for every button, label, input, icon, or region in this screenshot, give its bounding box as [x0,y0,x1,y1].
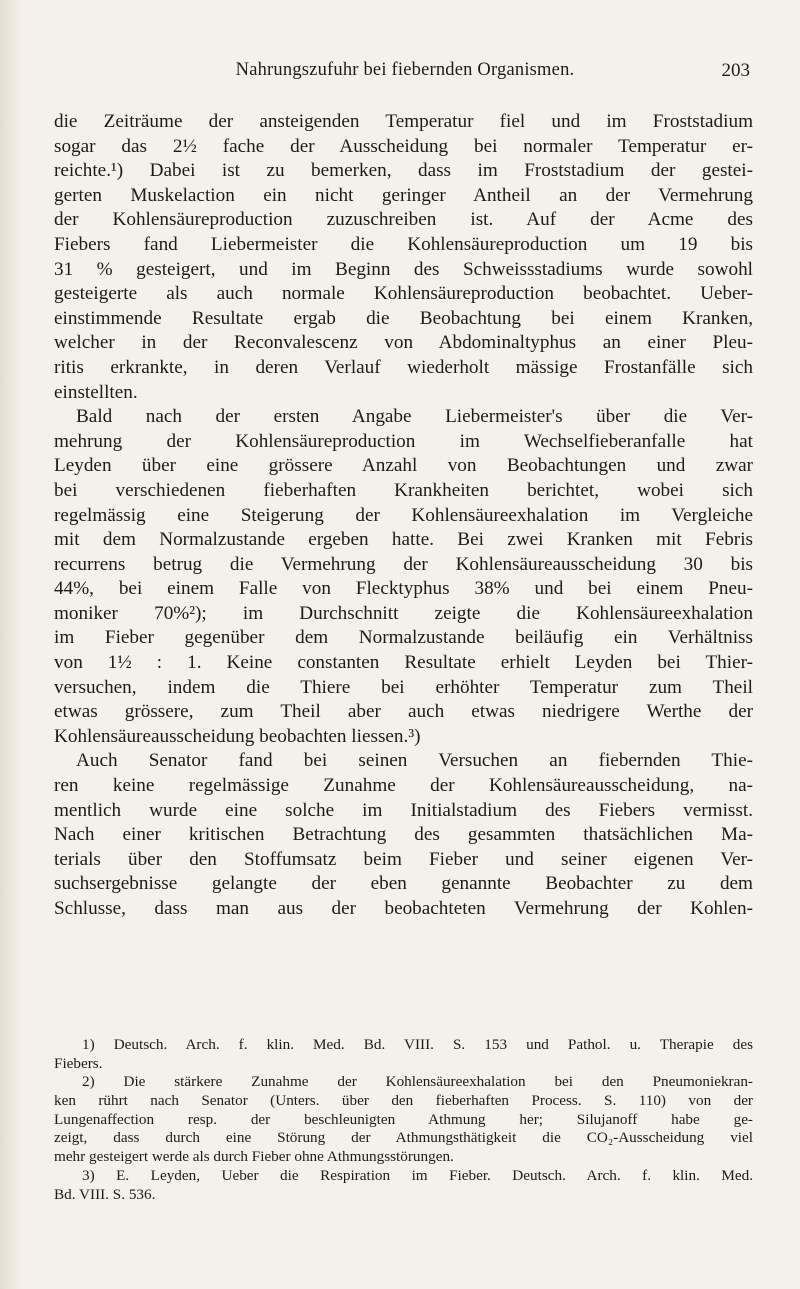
text-line: der Kohlensäureproduction zuzuschreiben ist. Auf der Acme des [54,209,753,231]
footnote-line: 2) Die stärkere Zunahme der Kohlensäureexhalation bei den Pneumoniekran- [82,1073,753,1091]
main-text-block [54,110,753,922]
text-line: ren keine regelmässige Zunahme der Kohlensäureausscheidung, na- [54,775,753,797]
text-line: Kohlensäureausscheidung beobachten liessen.³) [54,725,421,747]
running-head: Nahrungszufuhr bei fiebernden Organismen. [235,60,575,80]
text-line: moniker 70%²); im Durchschnitt zeigte die Kohlensäureexhalation [54,602,753,624]
page-header [60,60,750,86]
text-line: die Zeiträume der ansteigenden Temperatur fiel und im Froststadium [54,111,753,132]
text-line: etwas grössere, zum Theil aber auch etwas niedrigere Werthe der [54,701,753,723]
text-line: mehrung der Kohlensäureproduction im Wechselfieberanfalle hat [54,430,753,452]
text-line: mentlich wurde eine solche im Initialstadium des Fiebers vermisst. [54,799,753,821]
text-line: gerten Muskelaction ein nicht geringer Antheil an der Vermehrung [54,184,753,206]
footnote-line: Lungenaffection resp. der beschleunigten Athmung her; Silujanoff habe ge- [54,1110,753,1128]
text-line: einstellten. [54,381,138,403]
text-line: Nach einer kritischen Betrachtung des gesammten thatsächlichen Ma- [54,824,753,846]
text-line: Fiebers fand Liebermeister die Kohlensäureproduction um 19 bis [54,233,753,255]
text-line: sogar das 2½ fache der Ausscheidung bei normaler Temperatur er- [54,135,753,157]
text-line: bei verschiedenen fieberhaften Krankheiten berichtet, wobei sich [54,479,753,501]
footnote-line: Fiebers. [54,1054,103,1072]
page-gutter-shadow [0,0,22,1289]
text-line: 31 % gesteigert, und im Beginn des Schweissstadiums wurde sowohl [54,258,753,280]
text-line: recurrens betrug die Vermehrung der Kohlensäureausscheidung 30 bis [54,553,753,575]
page-number: 203 [721,60,750,81]
text-line: einstimmende Resultate ergab die Beobachtung bei einem Kranken, [54,307,753,329]
text-line: ritis erkrankte, in deren Verlauf wiederholt mässige Frostanfälle sich [54,356,753,378]
text-line: Bald nach der ersten Angabe Liebermeister's über die Ver- [76,406,753,428]
footnote-line: mehr gesteigert werde als durch Fieber ohne Athmungsstörungen. [54,1148,454,1166]
footnote-line: 3) E. Leyden, Ueber die Respiration im Fieber. Deutsch. Arch. f. klin. Med. [82,1166,753,1184]
footnote-line: zeigt, dass durch eine Störung der Athmungsthätigkeit die CO₂-Ausscheidung viel [54,1129,753,1147]
text-line: reichte.¹) Dabei ist zu bemerken, dass im Froststadium der gestei- [54,160,753,182]
footnote-line: ken rührt nach Senator (Unters. über den fieberhaften Process. S. 110) von der [54,1092,753,1110]
text-line: terials über den Stoffumsatz beim Fieber und seiner eigenen Ver- [54,848,753,870]
text-line: suchsergebnisse gelangte der eben genannte Beobachter zu dem [54,873,753,895]
text-line: versuchen, indem die Thiere bei erhöhter Temperatur zum Theil [54,676,753,698]
text-line: Schlusse, dass man aus der beobachteten Vermehrung der Kohlen- [54,898,753,919]
footnotes-block [54,1036,753,1204]
text-line: von 1½ : 1. Keine constanten Resultate erhielt Leyden bei Thier- [54,652,753,674]
footnote-line: 1) Deutsch. Arch. f. klin. Med. Bd. VIII. S. 153 und Pathol. u. Therapie des [82,1036,753,1053]
text-line: Auch Senator fand bei seinen Versuchen an fiebernden Thie- [76,750,753,772]
text-line: mit dem Normalzustande ergeben hatte. Bei zwei Kranken mit Febris [54,529,753,551]
text-line: regelmässig eine Steigerung der Kohlensäureexhalation im Vergleiche [54,504,753,526]
text-line: gesteigerte als auch normale Kohlensäureproduction beobachtet. Ueber- [54,283,753,305]
text-line: welcher in der Reconvalescenz von Abdominaltyphus an einer Pleu- [54,332,753,354]
footnote-line: Bd. VIII. S. 536. [54,1185,156,1203]
text-line: Leyden über eine grössere Anzahl von Beobachtungen und zwar [54,455,753,477]
text-line: 44%, bei einem Falle von Flecktyphus 38% und bei einem Pneu- [54,578,753,600]
text-line: im Fieber gegenüber dem Normalzustande beiläufig ein Verhältniss [54,627,753,649]
